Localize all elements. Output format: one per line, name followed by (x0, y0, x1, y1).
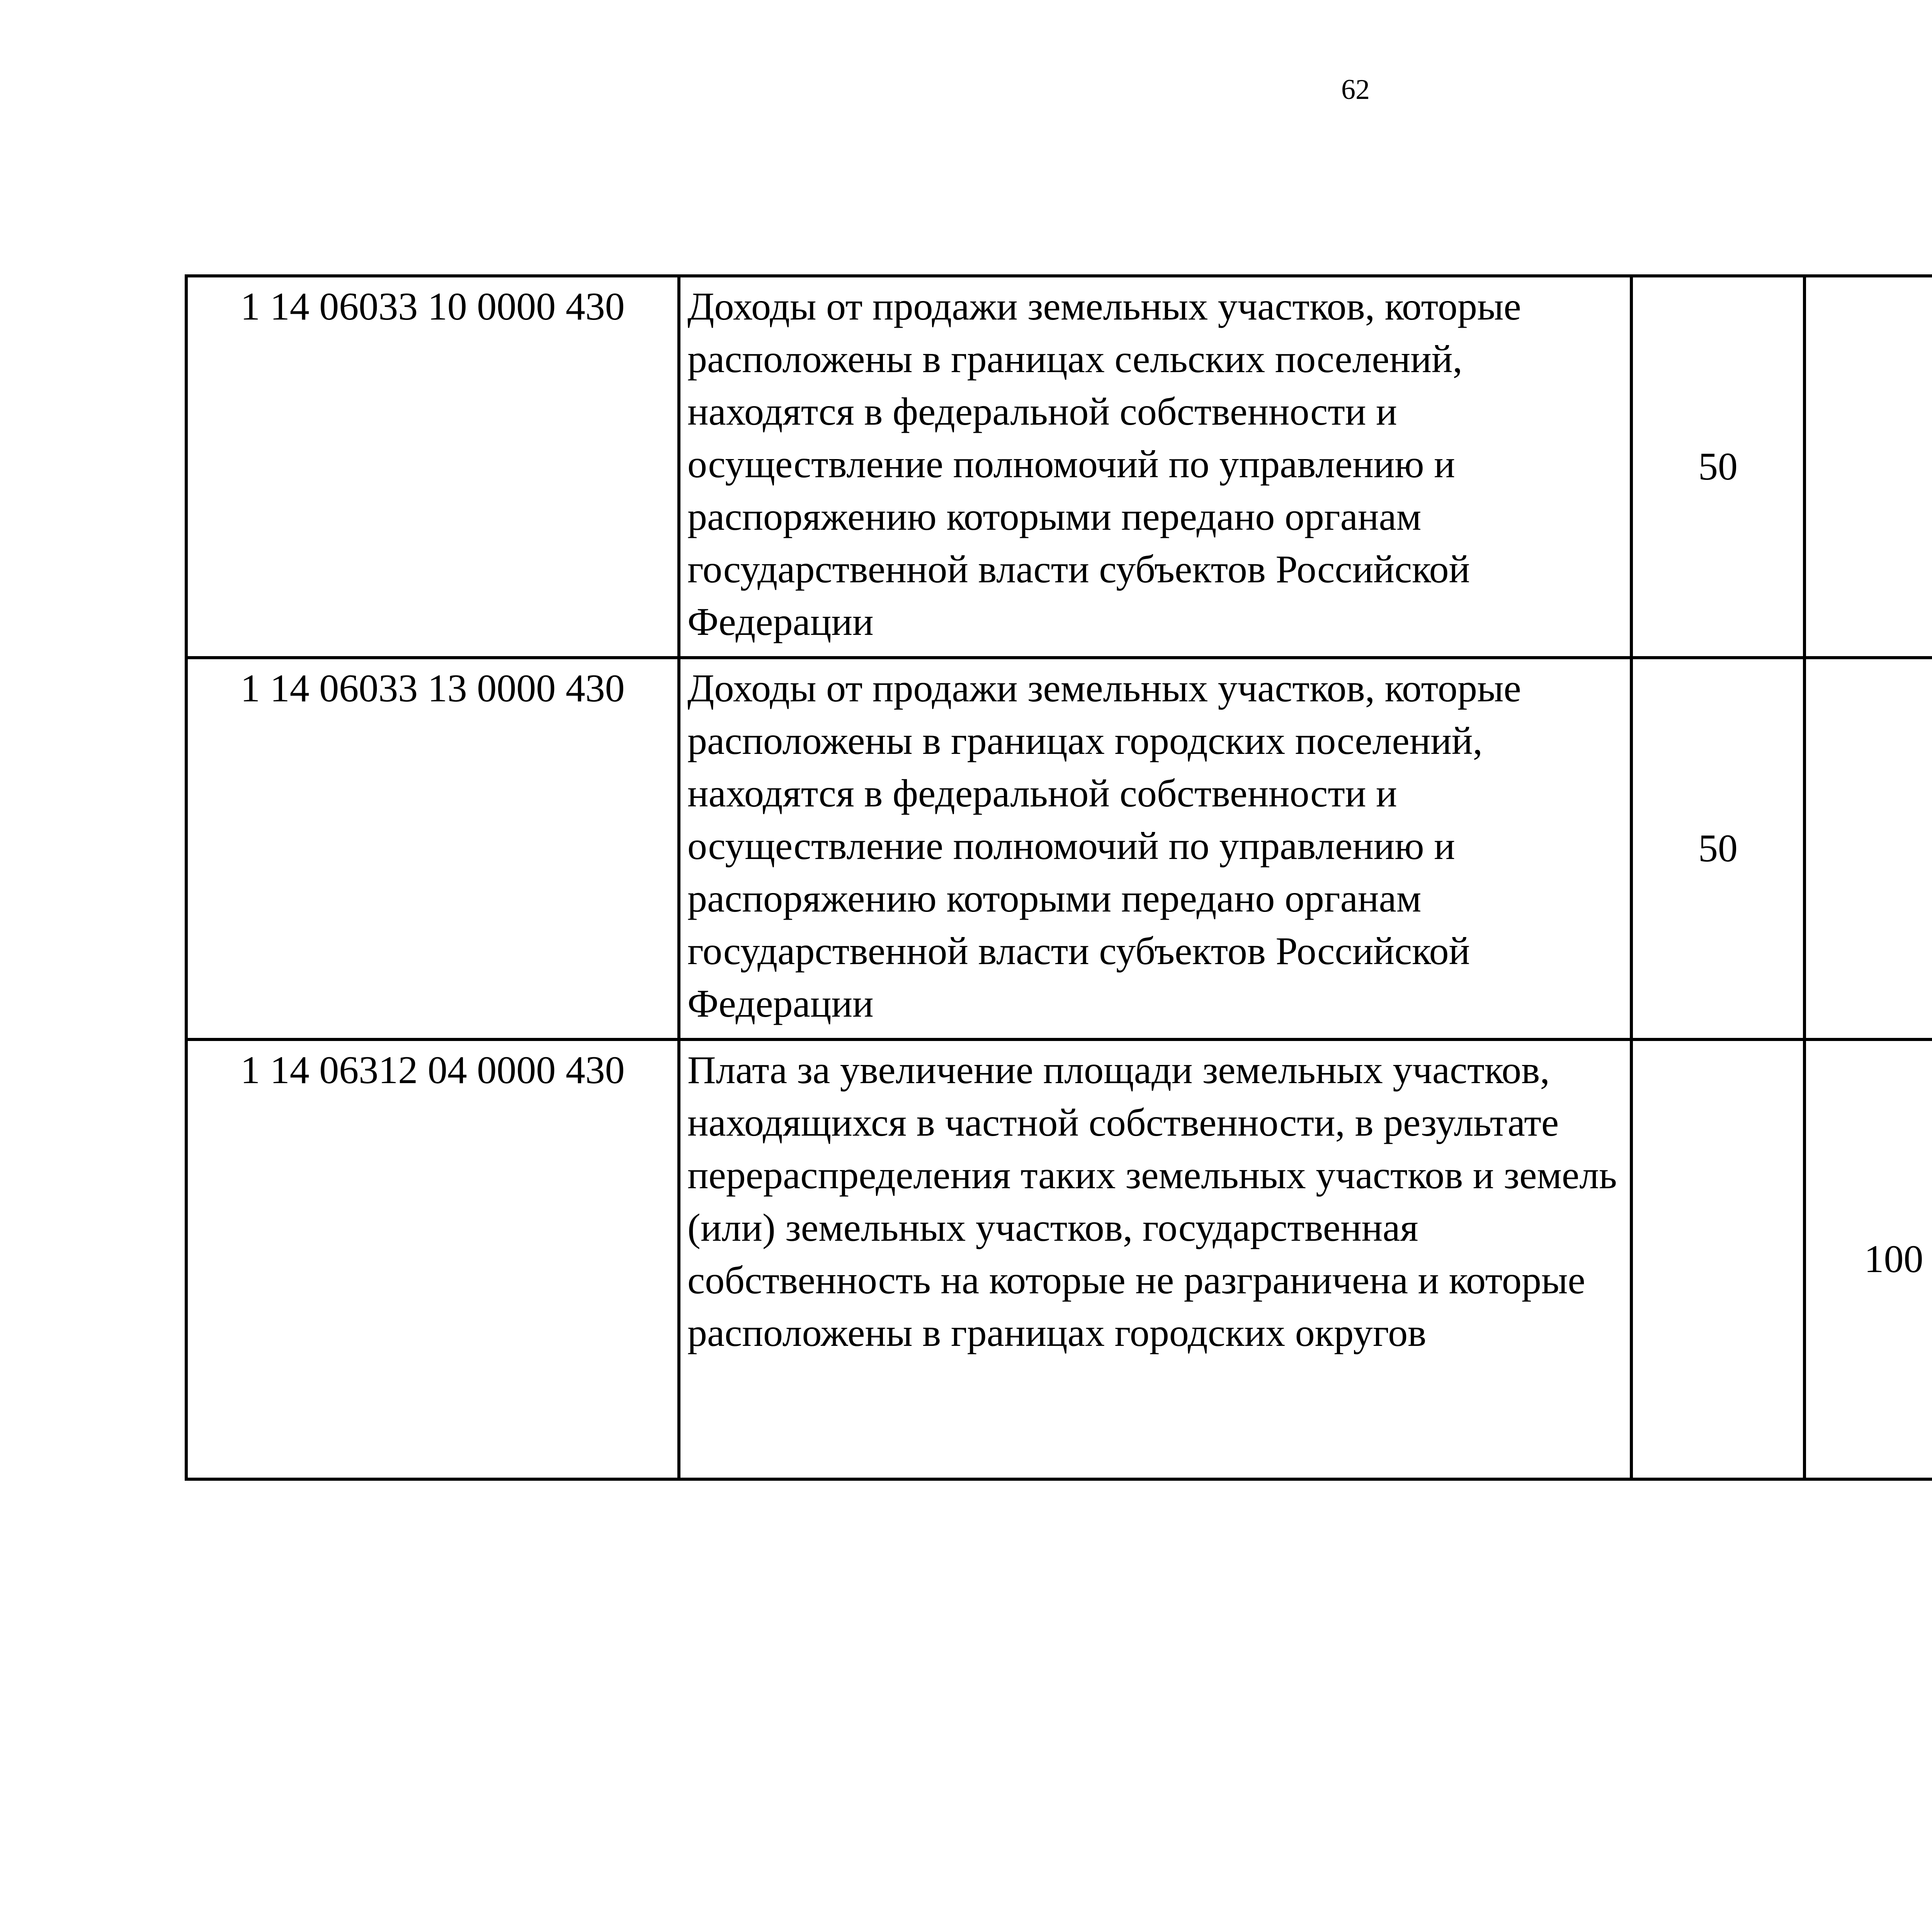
revenue-table (185, 274, 1932, 1481)
value-cell-col3: 50 (1631, 658, 1804, 1039)
table-row (186, 1039, 1932, 1479)
table-row (186, 276, 1932, 658)
budget-code-cell: 1 14 06033 13 0000 430 (186, 658, 679, 1039)
description-cell: Плата за увеличение площади земельных участков, находящихся в частной собственности, в результате перераспределения таких земельных участков и земель (или) земельных участков, государственная собственность на которые не разграничена и которые расположены в границах городских округов (679, 1039, 1631, 1479)
value-cell-col4: 100 (1804, 1039, 1932, 1479)
value-cell-col4 (1804, 658, 1932, 1039)
value-cell-col4 (1804, 276, 1932, 658)
description-cell: Доходы от продажи земельных участков, которые расположены в границах городских поселений, находятся в федеральной собственности и осуществление полномочий по управлению и распоряжению которыми передано органам государственной власти субъектов Российской Федерации (679, 658, 1631, 1039)
description-cell: Доходы от продажи земельных участков, которые расположены в границах сельских поселений, находятся в федеральной собственности и осуществление полномочий по управлению и распоряжению которыми передано органам государственной власти субъектов Российской Федерации (679, 276, 1631, 658)
page-number: 62 (1341, 74, 1370, 105)
value-cell-col3: 50 (1631, 276, 1804, 658)
budget-code-cell: 1 14 06033 10 0000 430 (186, 276, 679, 658)
table-row (186, 658, 1932, 1039)
budget-code-cell: 1 14 06312 04 0000 430 (186, 1039, 679, 1479)
value-cell-col3 (1631, 1039, 1804, 1479)
